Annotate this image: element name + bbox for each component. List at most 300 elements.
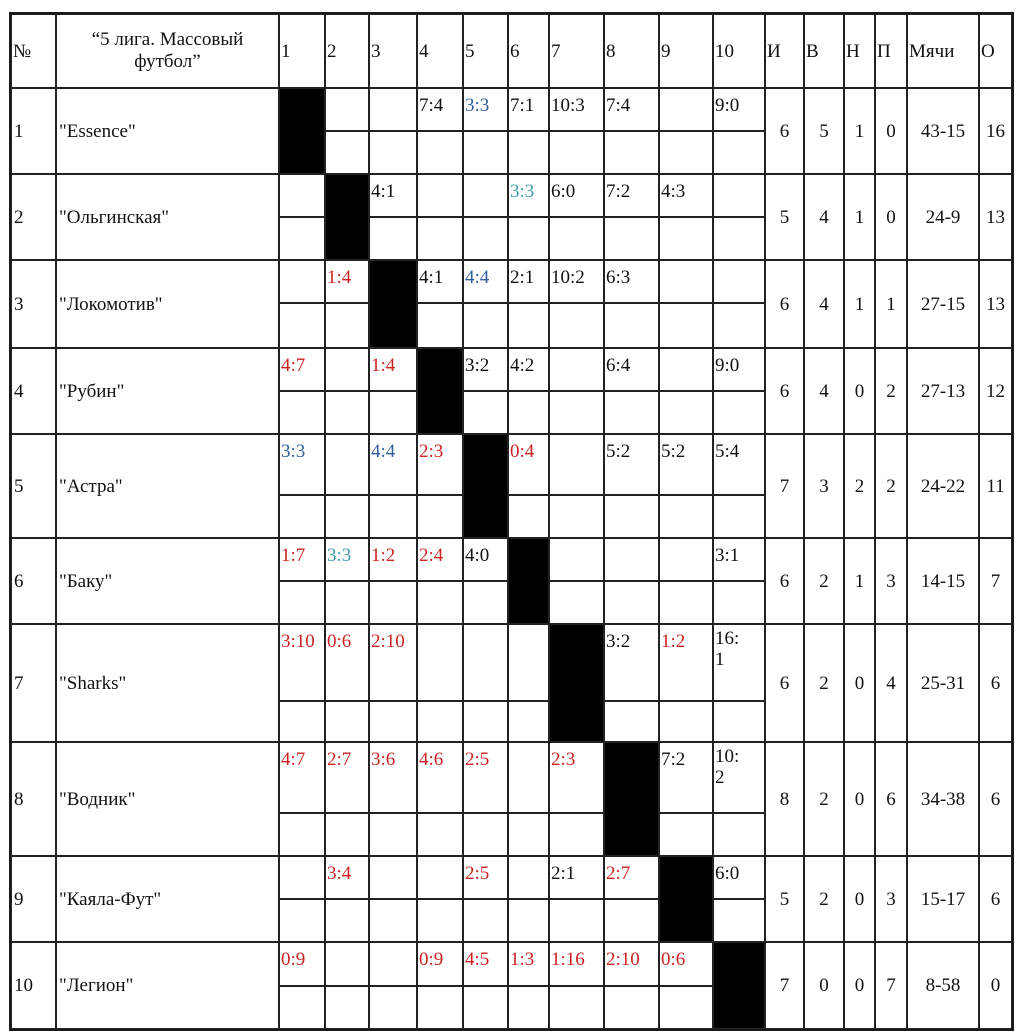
match-result [417, 856, 463, 899]
team-stat-4: 27-15 [907, 260, 979, 348]
team-row [11, 434, 1012, 495]
score-text: 3:3 [465, 95, 490, 116]
match-result-lower [369, 701, 417, 742]
match-result-lower [279, 899, 325, 942]
match-result-lower [325, 986, 369, 1029]
match-result-lower [713, 813, 765, 856]
team-stat-1: 4 [804, 260, 844, 348]
match-result-lower [604, 391, 659, 434]
team-stat-0: 6 [765, 624, 804, 742]
match-result [369, 348, 417, 391]
team-row [11, 260, 1012, 303]
match-result [417, 742, 463, 813]
match-result-lower [659, 391, 713, 434]
header-stat-5: О [979, 14, 1012, 88]
match-result-lower [659, 701, 713, 742]
match-result-lower [659, 495, 713, 538]
score-text: 1:16 [551, 949, 585, 970]
match-result-lower [713, 701, 765, 742]
match-result [659, 942, 713, 986]
team-stat-3: 2 [875, 348, 907, 434]
score-text: 4:7 [281, 355, 306, 376]
header-row [11, 14, 1012, 88]
match-result-lower [508, 701, 549, 742]
team-stat-2: 0 [844, 624, 875, 742]
match-result-lower [659, 986, 713, 1029]
team-stat-2: 0 [844, 856, 875, 942]
match-result [604, 942, 659, 986]
match-result [549, 88, 604, 131]
self-match-cell [549, 624, 604, 742]
team-stat-2: 0 [844, 742, 875, 856]
match-result-lower [604, 303, 659, 348]
match-result [279, 434, 325, 495]
match-result [659, 174, 713, 217]
team-stat-1: 2 [804, 742, 844, 856]
score-text: 4:2 [510, 355, 535, 376]
match-result [417, 538, 463, 581]
score-text: 1:2 [661, 631, 686, 652]
header-col-10: 10 [713, 14, 765, 88]
match-result [369, 856, 417, 899]
score-text: 5:4 [715, 441, 740, 462]
match-result [369, 434, 417, 495]
self-match-cell [417, 348, 463, 434]
score-text: 6:4 [606, 355, 631, 376]
match-result [549, 942, 604, 986]
match-result-lower [713, 391, 765, 434]
match-result [713, 538, 765, 581]
match-result-lower [604, 495, 659, 538]
team-stat-3: 2 [875, 434, 907, 538]
match-result [369, 624, 417, 701]
header-stat-4: Мячи [907, 14, 979, 88]
team-stat-5: 11 [979, 434, 1012, 538]
score-text: 2:4 [419, 545, 444, 566]
team-stat-2: 2 [844, 434, 875, 538]
header-col-6: 6 [508, 14, 549, 88]
team-stat-1: 2 [804, 624, 844, 742]
match-result-lower [417, 899, 463, 942]
team-index: 2 [11, 174, 56, 260]
match-result-lower [417, 581, 463, 624]
team-stat-0: 6 [765, 348, 804, 434]
team-stat-2: 1 [844, 174, 875, 260]
score-text: 1:4 [327, 267, 352, 288]
match-result-lower [279, 391, 325, 434]
score-text: 2:3 [551, 749, 576, 770]
match-result [659, 742, 713, 813]
match-result-lower [417, 303, 463, 348]
score-text: 9:0 [715, 95, 740, 116]
match-result-lower [713, 495, 765, 538]
team-stat-1: 0 [804, 942, 844, 1029]
team-row [11, 174, 1012, 217]
score-text: 7:1 [510, 95, 535, 116]
match-result [604, 624, 659, 701]
match-result [549, 434, 604, 495]
team-stat-5: 16 [979, 88, 1012, 174]
match-result-lower [417, 986, 463, 1029]
team-stat-3: 6 [875, 742, 907, 856]
match-result-lower [463, 131, 508, 174]
team-stat-5: 13 [979, 174, 1012, 260]
score-text: 7:4 [606, 95, 631, 116]
match-result [279, 174, 325, 217]
self-match-cell [508, 538, 549, 624]
match-result [549, 348, 604, 391]
team-stat-5: 0 [979, 942, 1012, 1029]
match-result [279, 348, 325, 391]
team-row [11, 942, 1012, 986]
match-result-lower [279, 495, 325, 538]
match-result-lower [508, 899, 549, 942]
match-result [713, 856, 765, 899]
score-text: 7:4 [419, 95, 444, 116]
match-result [508, 88, 549, 131]
match-result [713, 88, 765, 131]
score-text: 3:2 [606, 631, 631, 652]
match-result-lower [463, 701, 508, 742]
team-stat-2: 0 [844, 348, 875, 434]
team-stat-0: 5 [765, 174, 804, 260]
match-result-lower [325, 813, 369, 856]
team-stat-3: 3 [875, 538, 907, 624]
team-stat-0: 6 [765, 260, 804, 348]
team-stat-0: 7 [765, 942, 804, 1029]
team-stat-2: 0 [844, 942, 875, 1029]
team-stat-5: 6 [979, 742, 1012, 856]
match-result [369, 742, 417, 813]
match-result [508, 742, 549, 813]
team-row [11, 624, 1012, 701]
self-match-cell [659, 856, 713, 942]
team-row [11, 348, 1012, 391]
header-col-3: 3 [369, 14, 417, 88]
team-stat-0: 8 [765, 742, 804, 856]
score-text: 16: 1 [715, 628, 740, 670]
match-result-lower [369, 581, 417, 624]
team-stat-4: 25-31 [907, 624, 979, 742]
match-result [508, 174, 549, 217]
match-result-lower [604, 581, 659, 624]
team-index: 6 [11, 538, 56, 624]
team-stat-4: 27-13 [907, 348, 979, 434]
score-text: 0:6 [327, 631, 352, 652]
match-result-lower [463, 899, 508, 942]
match-result [417, 942, 463, 986]
team-stat-1: 3 [804, 434, 844, 538]
team-stat-2: 1 [844, 260, 875, 348]
score-text: 2:3 [419, 441, 444, 462]
team-stat-3: 3 [875, 856, 907, 942]
score-text: 0:6 [661, 949, 686, 970]
self-match-cell [279, 88, 325, 174]
match-result-lower [279, 986, 325, 1029]
match-result [463, 88, 508, 131]
match-result [508, 260, 549, 303]
match-result [417, 434, 463, 495]
match-result-lower [417, 131, 463, 174]
score-text: 4:1 [419, 267, 444, 288]
header-col-1: 1 [279, 14, 325, 88]
match-result-lower [508, 813, 549, 856]
score-text: 2:5 [465, 863, 490, 884]
team-name: "Локомотив" [56, 260, 279, 348]
team-index: 4 [11, 348, 56, 434]
match-result-lower [463, 986, 508, 1029]
match-result-lower [659, 131, 713, 174]
header-col-9: 9 [659, 14, 713, 88]
match-result [604, 348, 659, 391]
match-result-lower [549, 986, 604, 1029]
match-result-lower [417, 217, 463, 260]
match-result [604, 260, 659, 303]
standings-table [9, 12, 1014, 1031]
match-result-lower [549, 131, 604, 174]
match-result-lower [659, 303, 713, 348]
match-result [713, 742, 765, 813]
match-result-lower [369, 813, 417, 856]
match-result [325, 742, 369, 813]
match-result [508, 856, 549, 899]
match-result [508, 348, 549, 391]
match-result-lower [604, 217, 659, 260]
match-result [369, 538, 417, 581]
team-stat-2: 1 [844, 538, 875, 624]
header-stat-3: П [875, 14, 907, 88]
match-result-lower [369, 217, 417, 260]
match-result-lower [604, 701, 659, 742]
score-text: 2:1 [551, 863, 576, 884]
header-stat-0: И [765, 14, 804, 88]
match-result [713, 434, 765, 495]
match-result-lower [508, 131, 549, 174]
match-result-lower [508, 303, 549, 348]
match-result [508, 942, 549, 986]
score-text: 4:0 [465, 545, 490, 566]
match-result-lower [659, 813, 713, 856]
score-text: 4:7 [281, 749, 306, 770]
team-row [11, 742, 1012, 813]
match-result [604, 856, 659, 899]
match-result [325, 260, 369, 303]
team-stat-4: 15-17 [907, 856, 979, 942]
match-result [369, 88, 417, 131]
team-stat-5: 7 [979, 538, 1012, 624]
match-result [549, 174, 604, 217]
match-result-lower [549, 217, 604, 260]
match-result-lower [549, 899, 604, 942]
team-name: "Водник" [56, 742, 279, 856]
match-result-lower [325, 391, 369, 434]
header-stat-2: Н [844, 14, 875, 88]
match-result-lower [549, 303, 604, 348]
match-result [279, 856, 325, 899]
match-result-lower [369, 899, 417, 942]
header-col-4: 4 [417, 14, 463, 88]
score-text: 2:5 [465, 749, 490, 770]
match-result-lower [369, 495, 417, 538]
self-match-cell [463, 434, 508, 538]
match-result [549, 742, 604, 813]
team-stat-3: 0 [875, 174, 907, 260]
match-result [325, 348, 369, 391]
team-stat-5: 6 [979, 856, 1012, 942]
score-text: 2:1 [510, 267, 535, 288]
match-result-lower [279, 813, 325, 856]
match-result-lower [549, 391, 604, 434]
score-text: 2:10 [371, 631, 405, 652]
team-stat-1: 4 [804, 174, 844, 260]
match-result [325, 538, 369, 581]
team-stat-2: 1 [844, 88, 875, 174]
score-text: 9:0 [715, 355, 740, 376]
match-result-lower [369, 986, 417, 1029]
header-col-8: 8 [604, 14, 659, 88]
score-text: 3:2 [465, 355, 490, 376]
match-result [279, 942, 325, 986]
score-text: 5:2 [661, 441, 686, 462]
match-result [325, 624, 369, 701]
self-match-cell [325, 174, 369, 260]
match-result-lower [325, 701, 369, 742]
self-match-cell [713, 942, 765, 1029]
score-text: 4:5 [465, 949, 490, 970]
team-name: "Астра" [56, 434, 279, 538]
match-result [279, 260, 325, 303]
match-result [604, 538, 659, 581]
team-stat-5: 6 [979, 624, 1012, 742]
match-result [659, 348, 713, 391]
score-text: 0:9 [281, 949, 306, 970]
match-result [279, 538, 325, 581]
score-text: 4:4 [465, 267, 490, 288]
match-result [369, 942, 417, 986]
match-result [659, 434, 713, 495]
team-stat-4: 24-9 [907, 174, 979, 260]
match-result-lower [369, 131, 417, 174]
team-stat-4: 14-15 [907, 538, 979, 624]
match-result [325, 942, 369, 986]
team-stat-5: 12 [979, 348, 1012, 434]
self-match-cell [604, 742, 659, 856]
team-stat-0: 7 [765, 434, 804, 538]
team-stat-3: 0 [875, 88, 907, 174]
match-result-lower [325, 899, 369, 942]
match-result [508, 434, 549, 495]
match-result [417, 624, 463, 701]
match-result [549, 856, 604, 899]
team-index: 3 [11, 260, 56, 348]
match-result-lower [325, 303, 369, 348]
score-text: 3:3 [327, 545, 352, 566]
match-result-lower [417, 701, 463, 742]
match-result-lower [549, 813, 604, 856]
match-result-lower [713, 581, 765, 624]
team-stat-0: 5 [765, 856, 804, 942]
header-col-7: 7 [549, 14, 604, 88]
score-text: 7:2 [661, 749, 686, 770]
team-row [11, 856, 1012, 899]
match-result-lower [325, 131, 369, 174]
match-result [463, 538, 508, 581]
match-result [659, 260, 713, 303]
header-number: № [11, 14, 56, 88]
score-text: 10: 2 [715, 746, 740, 788]
match-result [463, 348, 508, 391]
match-result [713, 174, 765, 217]
score-text: 2:7 [327, 749, 352, 770]
match-result-lower [279, 701, 325, 742]
score-text: 0:4 [510, 441, 535, 462]
match-result-lower [279, 217, 325, 260]
team-stat-1: 2 [804, 856, 844, 942]
match-result [325, 434, 369, 495]
team-stat-4: 34-38 [907, 742, 979, 856]
team-stat-3: 4 [875, 624, 907, 742]
score-text: 1:7 [281, 545, 306, 566]
match-result-lower [508, 495, 549, 538]
score-text: 2:7 [606, 863, 631, 884]
team-name: "Баку" [56, 538, 279, 624]
team-stat-5: 13 [979, 260, 1012, 348]
match-result [463, 742, 508, 813]
team-stat-0: 6 [765, 538, 804, 624]
team-name: "Essence" [56, 88, 279, 174]
match-result-lower [604, 131, 659, 174]
match-result [604, 88, 659, 131]
match-result-lower [463, 813, 508, 856]
score-text: 0:9 [419, 949, 444, 970]
match-result [713, 624, 765, 701]
match-result-lower [463, 303, 508, 348]
score-text: 3:6 [371, 749, 396, 770]
team-stat-1: 4 [804, 348, 844, 434]
team-index: 1 [11, 88, 56, 174]
header-stat-1: В [804, 14, 844, 88]
match-result-lower [325, 581, 369, 624]
score-text: 3:10 [281, 631, 315, 652]
team-stat-3: 1 [875, 260, 907, 348]
score-text: 6:3 [606, 267, 631, 288]
score-text: 1:4 [371, 355, 396, 376]
match-result-lower [713, 131, 765, 174]
match-result [463, 942, 508, 986]
score-text: 1:2 [371, 545, 396, 566]
match-result [604, 434, 659, 495]
team-index: 9 [11, 856, 56, 942]
team-row [11, 88, 1012, 131]
team-index: 7 [11, 624, 56, 742]
team-stat-1: 2 [804, 538, 844, 624]
match-result-lower [279, 303, 325, 348]
match-result [369, 174, 417, 217]
match-result-lower [417, 495, 463, 538]
match-result [549, 260, 604, 303]
league-title: “5 лига. Массовый футбол” [56, 14, 279, 88]
match-result-lower [713, 217, 765, 260]
match-result-lower [659, 581, 713, 624]
score-text: 10:3 [551, 95, 585, 116]
score-text: 3:1 [715, 545, 740, 566]
match-result-lower [463, 391, 508, 434]
score-text: 10:2 [551, 267, 585, 288]
score-text: 6:0 [551, 181, 576, 202]
score-text: 7:2 [606, 181, 631, 202]
match-result [713, 260, 765, 303]
match-result-lower [604, 986, 659, 1029]
